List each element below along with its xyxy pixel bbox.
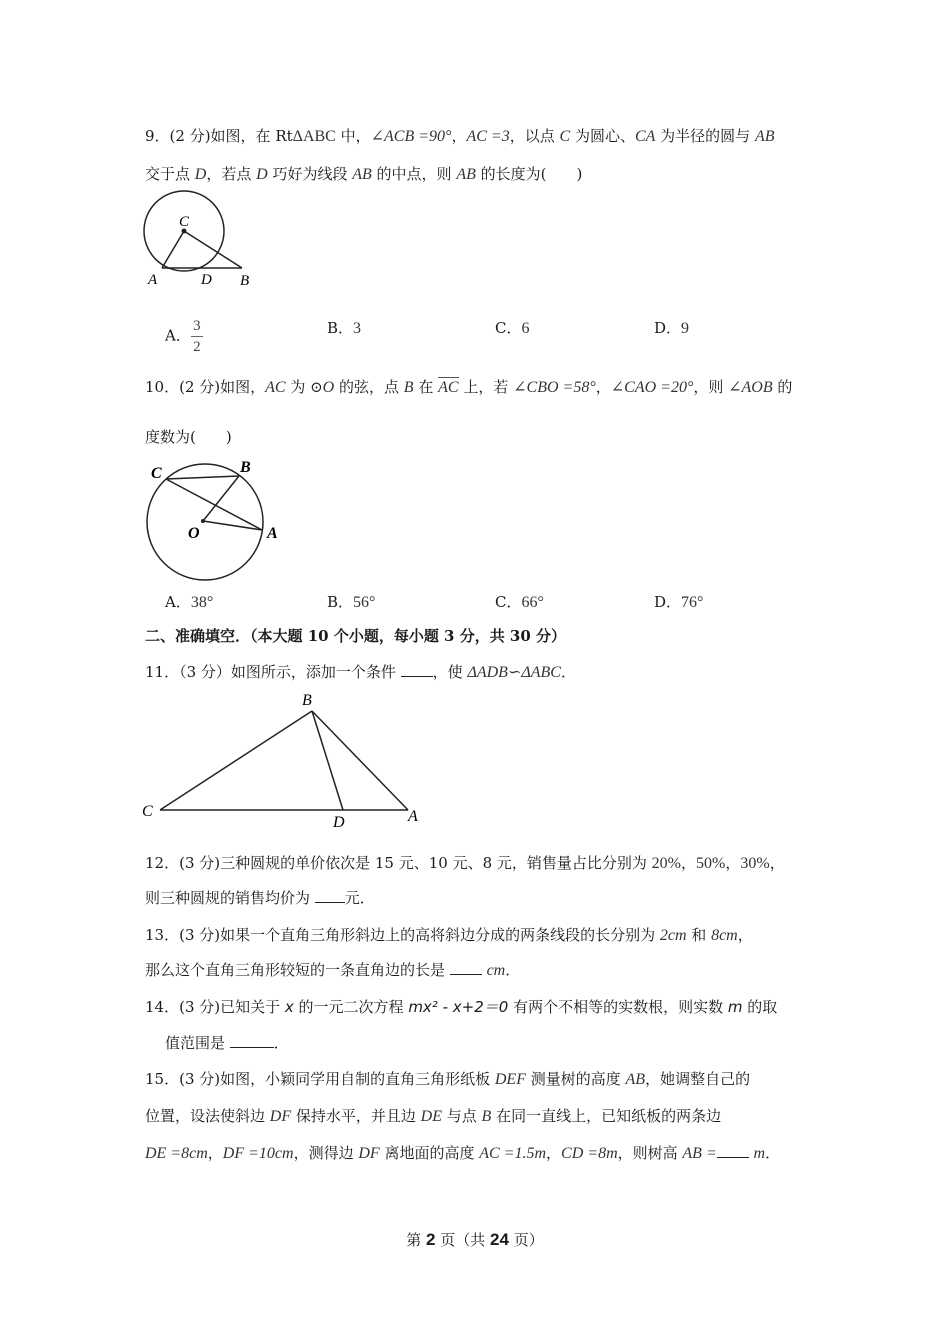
q10-option-a[interactable]: A．38° (165, 593, 214, 611)
q9-label-b: B (240, 273, 250, 289)
q13-line2: 那么这个直角三角形较短的一条直角边的长是 cm． (145, 961, 521, 979)
q11-figure (140, 688, 430, 833)
q10-line2: 度数为( ) (145, 428, 232, 446)
q9-line2: 交于点 D，若点 D 巧好为线段 AB 的中点，则 AB 的长度为( ) (145, 165, 583, 183)
q11-line: 11．（3 分）如图所示，添加一个条件 ，使 ΔADB∽ΔABC． (145, 663, 576, 681)
q11-segment-cb (160, 711, 312, 810)
q10-line1: 10．(2 分)如图，AC 为 ⊙O 的弦，点 B 在 AC 上，若 ∠CBO =58°，∠CAO =20°，则 ∠AOB 的 (145, 378, 793, 396)
q11-label-a: A (408, 808, 418, 825)
q11-segment-bd (312, 711, 343, 810)
page-footer: 第 2 页（共 24 页） (406, 1230, 544, 1249)
q11-label-c: C (142, 803, 153, 820)
q12-line2: 则三种圆规的销售均价为 元． (145, 889, 375, 907)
q9-option-a[interactable]: A． $\frac{3}{2}$ (165, 318, 203, 355)
q14-answer-blank[interactable] (230, 1033, 274, 1048)
q11-label-d: D (333, 814, 345, 831)
q10-center-dot (201, 519, 205, 523)
q9-segment-ca (162, 231, 184, 268)
q11-segment-ba (312, 711, 408, 810)
fraction: $\frac{3}{2}$ (191, 318, 203, 355)
q9-label-c: C (179, 214, 190, 230)
q10-label-o: O (188, 525, 200, 542)
section-2-title: 二、准确填空．（本大题 10 个小题，每小题 3 分，共 30 分） (145, 627, 567, 645)
q10-option-c[interactable]: C．66° (495, 593, 544, 611)
q10-label-c: C (151, 465, 162, 482)
q11-label-b: B (302, 692, 312, 709)
q14-line1: 14．(3 分)已知关于 x 的一元二次方程 mx² - x+2＝0 有两个不相等的实数根，则实数 m 的取 (145, 998, 778, 1016)
q9-segment-cb (184, 231, 242, 268)
q9-option-c[interactable]: C．6 (495, 319, 530, 337)
q9-figure (140, 192, 260, 292)
q9-option-b[interactable]: B．3 (327, 319, 362, 337)
q15-line1: 15．(3 分)如图，小颖同学用自制的直角三角形纸板 DEF 测量树的高度 AB，她调整自己的 (145, 1070, 751, 1088)
q10-segment-cb (166, 476, 239, 479)
q11-answer-blank[interactable] (401, 662, 433, 677)
q12-answer-blank[interactable] (315, 888, 345, 903)
q9-label-a: A (148, 272, 158, 288)
q10-label-a: A (267, 525, 278, 542)
q13-answer-blank[interactable] (450, 960, 482, 975)
q15-answer-blank[interactable] (717, 1143, 749, 1158)
q13-line1: 13．(3 分)如果一个直角三角形斜边上的高将斜边分成的两条线段的长分别为 2cm 和 8cm， (145, 926, 753, 944)
q10-figure (140, 458, 290, 588)
q15-line3: DE =8cm，DF =10cm，测得边 DF 离地面的高度 AC =1.5m，CD =8m，则树高 AB = m． (145, 1144, 781, 1162)
q12-line1: 12．(3 分)三种圆规的单价依次是 15 元、10 元、8 元，销售量占比分别为 20%，50%，30%， (145, 854, 785, 872)
q10-option-b[interactable]: B．56° (327, 593, 376, 611)
q10-label-b: B (240, 459, 251, 476)
q14-line2: 值范围是 ． (165, 1034, 289, 1052)
q9-line1: 9．(2 分)如图，在 RtΔABC 中，∠ACB =90°，AC =3，以点 C 为圆心、CA 为半径的圆与 AB (145, 127, 775, 145)
q9-label-d: D (201, 272, 212, 288)
q9-option-d[interactable]: D．9 (654, 319, 690, 337)
q15-line2: 位置，设法使斜边 DF 保持水平，并且边 DE 与点 B 在同一直线上，已知纸板的两条边 (145, 1107, 722, 1125)
q10-option-d[interactable]: D．76° (654, 593, 704, 611)
